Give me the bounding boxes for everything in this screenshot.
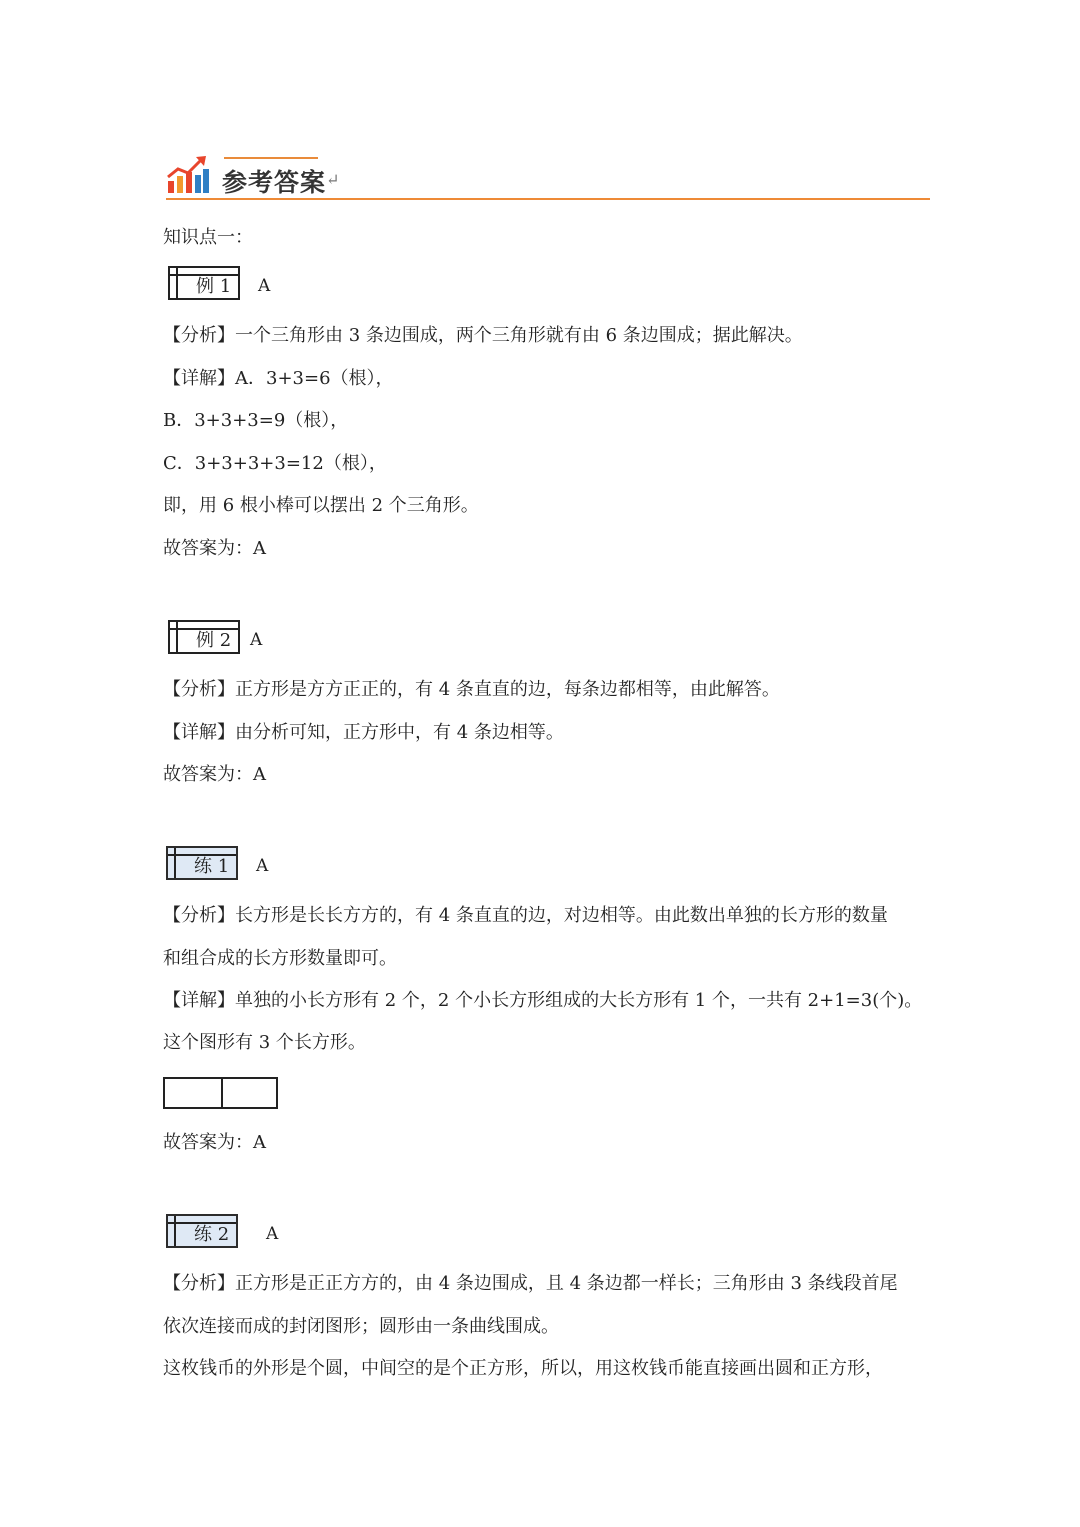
knowledge-point-heading: 知识点一： — [163, 227, 253, 248]
example-2-analysis: 【分析】正方形是方方正正的，有 4 条直直的边，每条边都相等，由此解答。 — [163, 679, 780, 700]
example-2-label: 例 2 — [196, 630, 232, 651]
example-1-detail: 【详解】A．3+3=6（根）， — [163, 368, 394, 389]
example-2-detail: 【详解】由分析可知，正方形中，有 4 条边相等。 — [163, 722, 564, 743]
header-rule — [166, 198, 930, 200]
practice-1-analysis-line-2: 和组合成的长方形数量即可。 — [163, 948, 397, 969]
example-1-analysis: 【分析】一个三角形由 3 条边围成，两个三角形就有由 6 条边围成；据此解决。 — [163, 325, 803, 346]
practice-1-analysis-line-1: 【分析】长方形是长长方方的，有 4 条直直的边，对边相等。由此数出单独的长方形的数量 — [163, 905, 888, 926]
practice-1-answer: A — [256, 856, 269, 876]
practice-2-label-box — [166, 1214, 238, 1248]
two-rectangles-figure — [163, 1077, 278, 1109]
practice-1-label-box — [166, 846, 238, 880]
example-1-option-c: C．3+3+3+3=12（根）， — [163, 453, 387, 474]
practice-1-final-answer: 故答案为：A — [163, 1132, 266, 1153]
example-2-final-answer: 故答案为：A — [163, 764, 266, 785]
practice-1-label: 练 1 — [194, 856, 230, 877]
bar-chart-growth-icon — [166, 155, 210, 195]
page-title: 参考答案 — [222, 168, 327, 197]
practice-2-label: 练 2 — [194, 1224, 230, 1245]
example-1-option-b: B．3+3+3=9（根）， — [163, 410, 349, 431]
paragraph-mark: ↵ — [326, 170, 340, 189]
practice-2-analysis-line-1: 【分析】正方形是正正方方的，由 4 条边围成，且 4 条边都一样长；三角形由 3 条线段首尾 — [163, 1273, 898, 1294]
example-1-conclusion: 即，用 6 根小棒可以摆出 2 个三角形。 — [163, 495, 479, 516]
header-top-accent-line — [224, 157, 318, 159]
example-1-label-box — [168, 266, 240, 300]
practice-2-detail: 这枚钱币的外形是个圆，中间空的是个正方形，所以，用这枚钱币能直接画出圆和正方形， — [163, 1358, 883, 1379]
example-2-label-box — [168, 620, 240, 654]
example-1-final-answer: 故答案为：A — [163, 538, 266, 559]
practice-1-detail: 【详解】单独的小长方形有 2 个，2 个小长方形组成的大长方形有 1 个，一共有 2+1=3(个)。 — [163, 990, 923, 1011]
example-2-answer: A — [250, 630, 263, 650]
example-1-label: 例 1 — [196, 276, 232, 297]
practice-1-conclusion: 这个图形有 3 个长方形。 — [163, 1032, 366, 1053]
example-1-answer: A — [258, 276, 271, 296]
practice-2-answer: A — [266, 1224, 279, 1244]
practice-2-analysis-line-2: 依次连接而成的封闭图形；圆形由一条曲线围成。 — [163, 1316, 559, 1337]
